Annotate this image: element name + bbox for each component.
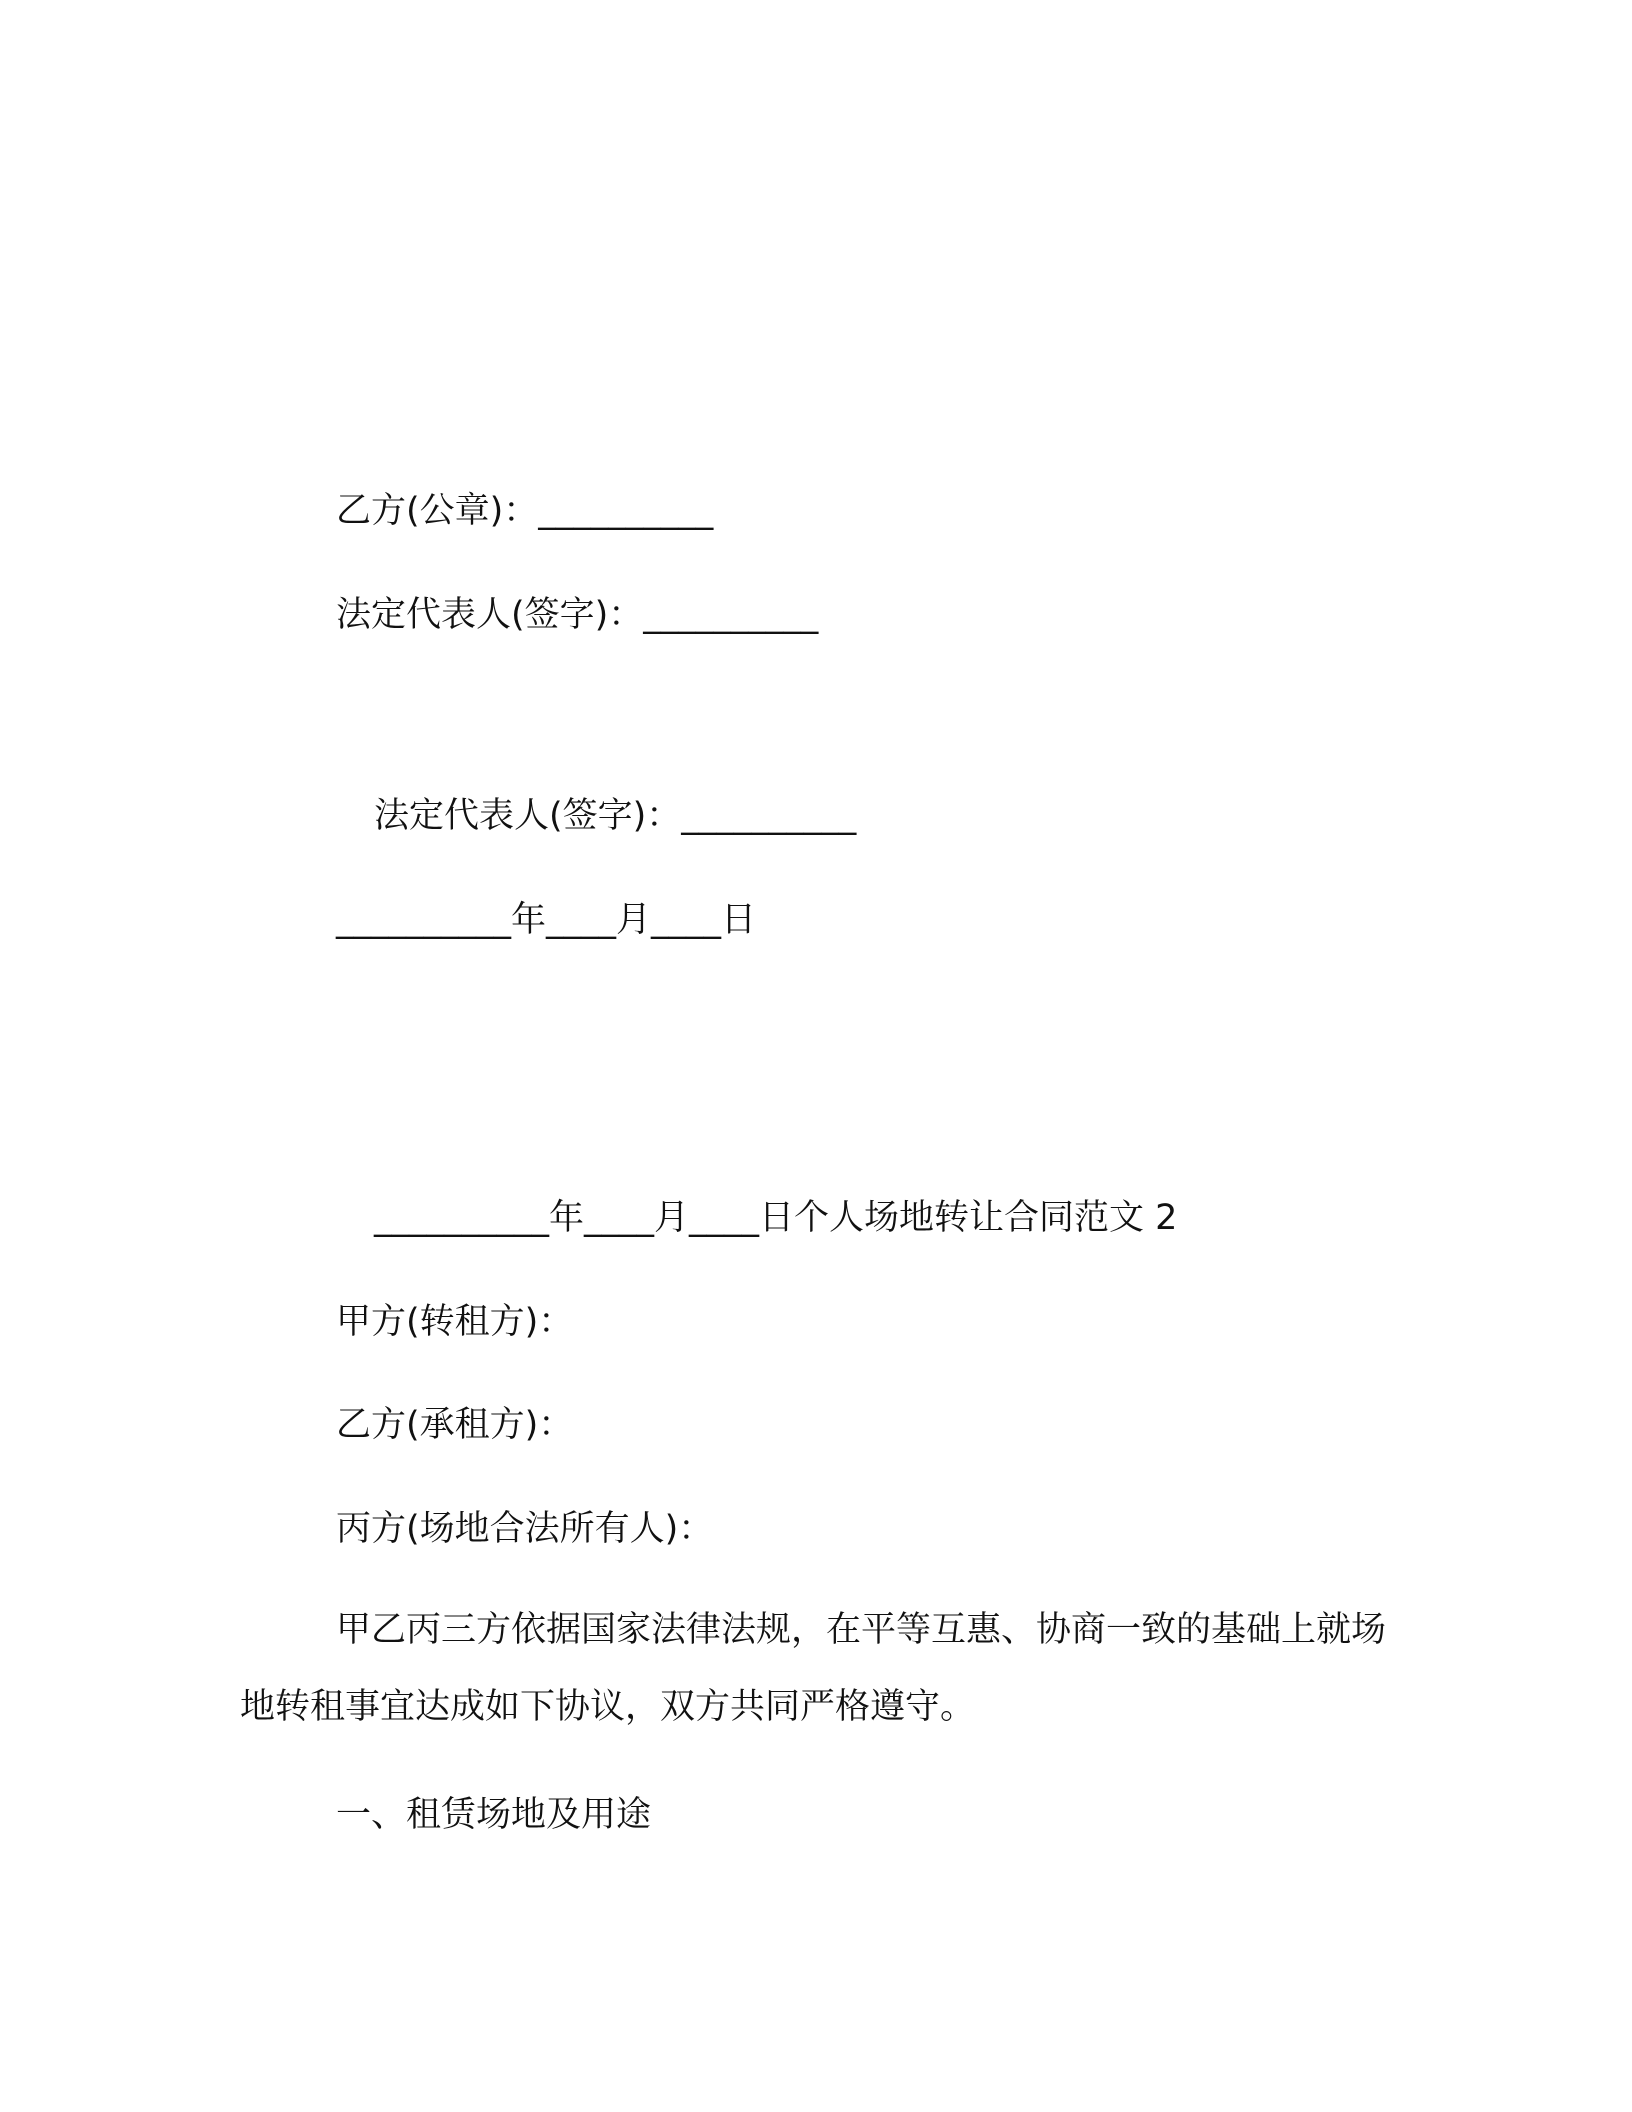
party-c-line: 丙方(场地合法所有人)： <box>336 1509 714 1549</box>
date-line: __________年____月____日 <box>336 900 757 940</box>
party-a-line: 甲方(转租方)： <box>336 1302 574 1342</box>
party-b-line: 乙方(承租方)： <box>336 1405 574 1445</box>
party-b-seal-line: 乙方(公章)：__________ <box>336 491 714 531</box>
section-heading-1: 一、租赁场地及用途 <box>336 1795 652 1835</box>
intro-paragraph: 甲乙丙三方依据国家法律法规，在平等互惠、协商一致的基础上就场地转租事宜达成如下协议，双方共同严格遵守。 <box>240 1610 1387 1727</box>
contract-title-line: __________年____月____日个人场地转让合同范文 2 <box>374 1198 1178 1238</box>
legal-representative-signature-line-2: 法定代表人(签字)：__________ <box>374 796 857 836</box>
legal-representative-signature-line: 法定代表人(签字)：__________ <box>336 595 819 635</box>
